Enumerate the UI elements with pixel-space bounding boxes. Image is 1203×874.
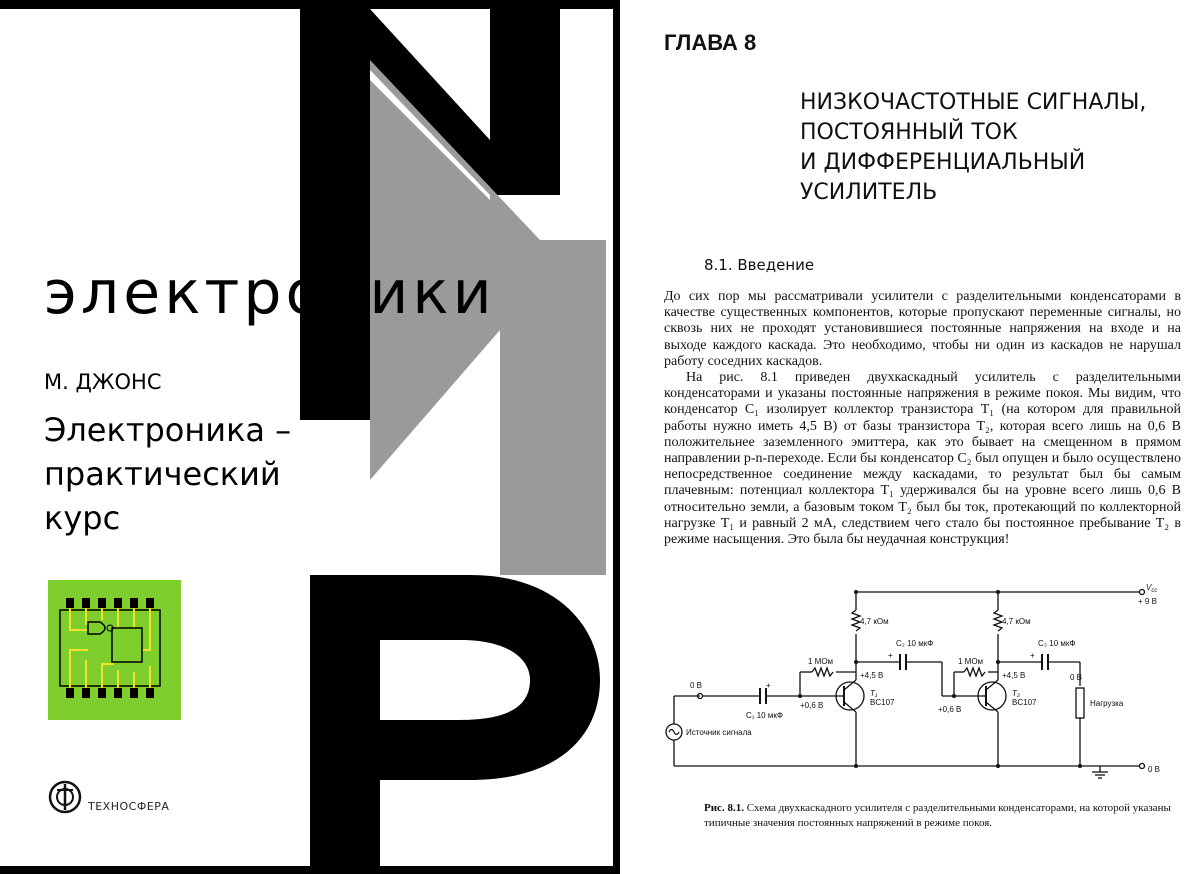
r-bias2-label: 1 МОм [958, 657, 984, 666]
book-page [620, 0, 1203, 874]
cover-title [44, 408, 291, 540]
v-out-label: 0 В [1070, 673, 1083, 682]
v-base1-label: +0,6 В [800, 701, 824, 710]
publisher-logo-icon [48, 780, 82, 814]
chapter-title-line: ПОСТОЯННЫЙ ТОК [800, 120, 1018, 145]
cover-series-word: электроники [44, 258, 496, 328]
body-text [664, 289, 1181, 548]
t1-name: T₁ [870, 689, 878, 698]
c2-label: C₂ 10 мкФ [896, 639, 934, 648]
cover-title-line: курс [44, 499, 121, 537]
v-base2-label: +0,6 В [938, 705, 962, 714]
chapter-title-line: И ДИФФЕРЕНЦИАЛЬНЫЙ [800, 150, 1086, 175]
t2-name: T₂ [1012, 689, 1020, 698]
vcc-label: $V_{cc}$ [1146, 584, 1158, 594]
chapter-title [800, 88, 1146, 208]
v-coll2-label: +4,5 В [1002, 671, 1026, 680]
cover-author: М. ДЖОНС [44, 370, 162, 394]
chapter-number: ГЛАВА 8 [664, 30, 757, 55]
caption-label: Рис. 8.1. [704, 802, 744, 814]
chip-illustration [48, 580, 181, 720]
circuit-chip-icon [48, 580, 181, 720]
cover-title-line: Электроника – [44, 411, 292, 449]
cover-title-line: практический [44, 455, 281, 493]
paragraph: На рис. 8.1 приведен двухкаскадный усилитель с разделительными конденсаторами и указаны постоянные напряжения в режиме покоя. Мы видим, что конденсатор C₁ изолирует коллектор транзистора T₁ (на котором для правильной работы нужно иметь 4,5 В) от базы транзистора T₂, которая всего лишь на 0,6 В положительнее заземленного эмиттера, как это бывает на смещенном в прямом направлении p-n-переходе. Если бы конденсатор C₂ был опущен и было осуществлено непосредственное соединение между каскадами, то результат был бы самым плачевным: потенциал коллектора T₁ удерживался бы на уровне всего лишь 0,6 В относительно земли, а базовым током T₂ был бы ток, протекающий по коллекторной нагрузке T₁ и равный 2 мА, следствием чего стало бы постоянное пребывание T₂ в режиме насыщения. Это была бы неудачная конструкция! [664, 370, 1181, 548]
chapter-title-line: НИЗКОЧАСТОТНЫЕ СИГНАЛЫ, [800, 90, 1147, 115]
vcc-value: + 9 В [1138, 597, 1157, 606]
cover-bottom-edge [0, 866, 613, 874]
publisher-name: ТЕХНОСФЕРА [88, 800, 170, 813]
section-heading: 8.1. Введение [704, 256, 815, 274]
load-label: Нагрузка [1090, 699, 1124, 708]
v-ground-label: 0 В [1148, 765, 1161, 774]
chapter-title-line: УСИЛИТЕЛЬ [800, 180, 938, 205]
c1-plus-label: + [766, 681, 771, 690]
r-load1-label: 4,7 кОм [860, 617, 889, 626]
r-load2-label: 4,7 кОм [1002, 617, 1031, 626]
r-bias1-label: 1 МОм [808, 657, 834, 666]
c3-label: C₃ 10 мкФ [1038, 639, 1076, 648]
v-in-label: 0 В [690, 681, 703, 690]
paragraph: До сих пор мы рассматривали усилители с разделительными конденсаторами в качестве существенных компонентов, которые пропускают переменные сигналы, но сквозь них не проходят установившиеся постоянные напряжения на входе и на выходе каждого каскада. Это необходимо, чтобы ни один из каскадов не нарушал работу соседних каскадов. [664, 289, 1181, 369]
caption-text: Схема двухкаскадного усилителя с разделительными конденсаторами, на которой указаны типичные значения постоянных напряжений в режиме покоя. [704, 802, 1171, 829]
t1-type: BC107 [870, 698, 895, 707]
t2-type: BC107 [1012, 698, 1037, 707]
figure-caption [704, 801, 1184, 831]
source-label: Источник сигнала [686, 728, 752, 737]
circuit-diagram [660, 584, 1180, 784]
c3-plus-label: + [1030, 651, 1035, 660]
v-coll1-label: +4,5 В [860, 671, 884, 680]
c2-plus-label: + [888, 651, 893, 660]
c1-label: C₁ 10 мкФ [746, 711, 783, 720]
